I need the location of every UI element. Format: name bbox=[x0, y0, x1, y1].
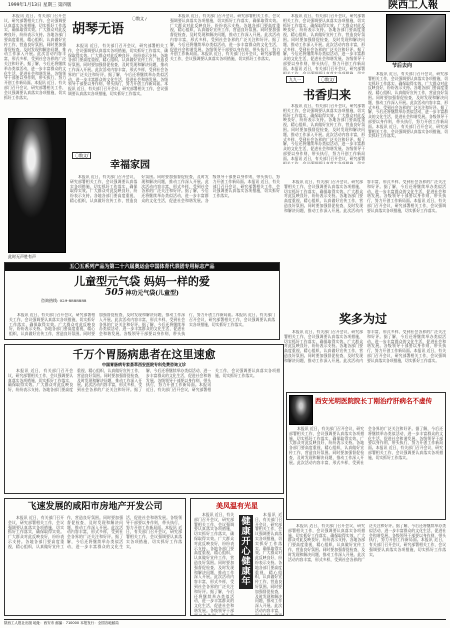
ad-subtitle: 中国胃肠病专家荟萃西安医院专科免费咨询义诊 bbox=[102, 362, 186, 367]
ad-brand: 505 bbox=[105, 288, 124, 298]
middle-column-top bbox=[170, 14, 280, 129]
article-shuxiang bbox=[283, 104, 365, 164]
page-footer: 陕西工人报社出版 地址：西安市 邮编：710000 本报发行：全国各地邮局 bbox=[4, 619, 446, 626]
article-jiangduo bbox=[284, 330, 446, 390]
ad-body bbox=[8, 369, 280, 491]
page-header bbox=[0, 0, 450, 12]
article-title: 书香归来 bbox=[302, 88, 351, 102]
photo-caption: 此时无声胜有声 bbox=[8, 254, 36, 259]
article-label: 〇散文 / bbox=[132, 16, 147, 21]
section-tag: 〇散文/ bbox=[72, 152, 91, 159]
article-right-middle bbox=[284, 180, 446, 320]
ad-505 bbox=[4, 262, 280, 340]
ad-body bbox=[255, 513, 282, 613]
article-text bbox=[288, 524, 446, 562]
article-text bbox=[70, 175, 280, 204]
article-text bbox=[284, 330, 446, 364]
article-text bbox=[368, 72, 448, 139]
ad-title: 美凤温有光星 bbox=[216, 501, 258, 510]
ad-fineprint bbox=[9, 313, 275, 337]
article-text bbox=[284, 180, 446, 214]
article-title: 奖多为过 bbox=[328, 312, 398, 326]
issue-date: 1999年1月13日 星期三 第四版 bbox=[8, 3, 72, 8]
decorative-illustration bbox=[386, 14, 446, 62]
section-tag: 〇散文/ bbox=[318, 76, 337, 83]
ad-body bbox=[194, 513, 234, 613]
article-text bbox=[283, 104, 365, 164]
article-xingfu bbox=[70, 175, 280, 255]
article-title: 胡琴无语 bbox=[71, 22, 124, 37]
ad-vertical-title: 健康开心 健康年 bbox=[239, 515, 253, 589]
ad-product-line bbox=[5, 288, 279, 298]
bottom-right-column bbox=[288, 524, 446, 616]
article-title: 幸福家园 bbox=[110, 160, 150, 171]
article-huqin bbox=[68, 14, 168, 129]
article-right-top bbox=[283, 14, 365, 74]
article-text bbox=[283, 14, 365, 74]
ad-title: 千万个胃肠病患者在这里速愈 bbox=[72, 348, 216, 361]
column-title: 节后去向 bbox=[392, 63, 413, 69]
article-text bbox=[170, 14, 280, 62]
newspaper-title: 陕西工人報 bbox=[388, 0, 438, 11]
ad-hospital bbox=[286, 392, 446, 520]
ad-hotline: 咨询热线: 029-8888888 bbox=[41, 298, 87, 303]
right-column bbox=[368, 72, 448, 177]
ad-title: 飞速发展的咸阳市房地产开发公司 bbox=[27, 502, 163, 512]
performer-photo bbox=[8, 118, 66, 253]
ad-body bbox=[8, 516, 182, 614]
doctor-photo bbox=[289, 395, 313, 425]
article-text bbox=[68, 44, 168, 97]
ad-headline: 儿童型元气袋 妈妈一样的爱 bbox=[74, 275, 210, 288]
ad-title: 西安光明医院院长丁刚治疗肝病名不虚传 bbox=[315, 397, 432, 405]
ad-realestate bbox=[4, 498, 186, 616]
section-tag: 九九一 bbox=[286, 76, 304, 83]
article-text bbox=[4, 14, 66, 100]
ad-product: 神功元气袋(儿童型) bbox=[125, 290, 179, 297]
ad-banner: 五〇五系列产品为第二十六届奥运会中国体育代表团专用标志产品 bbox=[5, 263, 279, 271]
ad-stomach bbox=[4, 344, 284, 494]
ad-body bbox=[289, 427, 443, 517]
ad-health bbox=[190, 498, 284, 616]
left-column-top bbox=[4, 14, 66, 104]
